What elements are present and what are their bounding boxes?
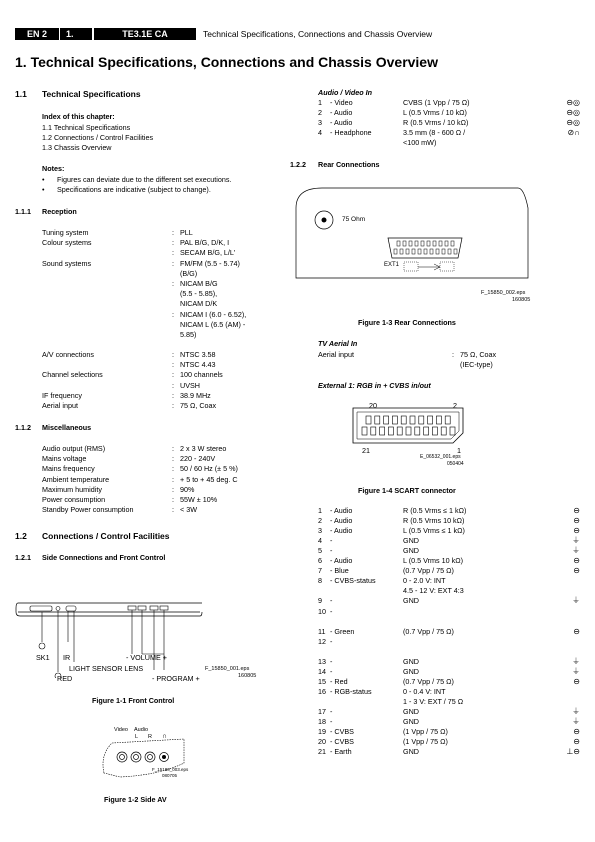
rear-scart-pin <box>400 249 403 254</box>
spec-colon: : <box>172 360 174 370</box>
label-75-ohm: 75 Ohm <box>342 216 366 223</box>
aerial-label: Aerial input <box>318 350 354 359</box>
pin-label-20: 20 <box>369 401 377 410</box>
pin-symbol-icon: ⏚ <box>572 717 580 727</box>
pin-value: GND <box>403 717 419 727</box>
pin-symbol-icon: ⏚ <box>572 656 580 666</box>
spec-label: IF frequency <box>42 390 82 400</box>
spec-label: Mains frequency <box>42 464 95 474</box>
header-tag-en: EN 2 <box>15 28 59 40</box>
scart-pin <box>436 416 441 424</box>
pin-value: L (0.5 Vrms / 10 kΩ) <box>403 108 467 117</box>
figure-file: E_06532_001.eps <box>420 454 461 460</box>
chapter-title: 1. Technical Specifications, Connections and Chassis Overview <box>15 54 438 70</box>
pin-name: - Audio <box>330 556 353 566</box>
pin-number: 13 <box>318 656 326 666</box>
pin-symbol-icon: ⊖ <box>573 566 580 576</box>
pin-value: (0.7 Vpp / 75 Ω) <box>403 676 454 686</box>
spec-value: < 3W <box>180 505 197 515</box>
section-title: Reception <box>42 207 77 216</box>
spec-label: A/V connections <box>42 350 94 359</box>
rear-scart-pin <box>454 249 457 254</box>
pin-symbol-icon: ⊖ <box>573 626 580 636</box>
spec-colon: : <box>172 380 174 390</box>
spec-colon: : <box>172 484 174 494</box>
rear-scart-pin <box>445 241 448 246</box>
pin-name: - CVBS <box>330 737 354 747</box>
label-audio: Audio <box>134 727 149 733</box>
spec-value: 220 - 240V <box>180 454 216 464</box>
section-title: Rear Connections <box>318 160 380 169</box>
misc-table <box>42 444 302 514</box>
pin-symbol-icon: ⊖ <box>573 526 580 536</box>
pin-symbol-icon: ⊖ <box>573 556 580 566</box>
rear-scart-pin <box>412 249 415 254</box>
pin-value: 0 - 2.0 V: INT <box>403 576 446 586</box>
spec-value: NICAM I (6.0 - 6.52), <box>180 309 247 319</box>
pin-name: - <box>330 596 333 606</box>
pin-number: 15 <box>318 676 326 686</box>
pin-value: GND <box>403 546 419 556</box>
scart-pin <box>450 427 455 435</box>
pin-name: - Audio <box>330 526 353 536</box>
spec-value: 50 / 60 Hz (± 5 %) <box>180 464 238 474</box>
pin-value: 0 - 0.4 V: INT <box>403 686 446 696</box>
spec-value: (5.5 - 5.85), <box>180 289 218 299</box>
scart-pin <box>388 427 393 435</box>
note-item: Figures can deviate due to the different set executions. <box>57 175 232 184</box>
pin-number: 11 <box>318 626 326 636</box>
pin-name: - <box>330 707 333 716</box>
spec-colon: : <box>172 248 174 258</box>
spec-value: + 5 to + 45 deg. C <box>180 474 238 484</box>
figure-file: F_15850_001.eps <box>205 666 250 672</box>
rear-scart-pin <box>406 249 409 254</box>
note-bullet: • <box>42 185 45 194</box>
notes-title: Notes: <box>42 164 65 173</box>
scart-pin <box>366 416 371 424</box>
spec-value: 90% <box>180 484 195 494</box>
scart-pin <box>384 416 389 424</box>
pin-number: 16 <box>318 686 326 696</box>
aerial-colon: : <box>452 350 454 359</box>
pin-number: 9 <box>318 596 322 606</box>
pin-value: CVBS (1 Vpp / 75 Ω) <box>403 98 470 107</box>
spec-label: Ambient temperature <box>42 474 110 484</box>
reception-table-2 <box>42 350 302 410</box>
rear-scart-pin <box>397 241 400 246</box>
figure-caption: Figure 1-4 SCART connector <box>358 486 456 495</box>
scart-pin <box>362 427 367 435</box>
section-title: Connections / Control Facilities <box>42 531 170 541</box>
section-number: 1.1 <box>15 89 27 99</box>
figure-caption: Figure 1-1 Front Control <box>92 696 175 705</box>
pin-number: 14 <box>318 666 326 676</box>
rear-scart-pin <box>403 241 406 246</box>
scart-pin <box>375 416 380 424</box>
pin-number: 12 <box>318 636 326 646</box>
scart-pin <box>406 427 411 435</box>
label-sk1: SK1 <box>36 653 50 662</box>
spec-label: Tuning system <box>42 228 89 237</box>
label-r: R <box>148 734 152 740</box>
scart-pin <box>445 416 450 424</box>
pin-name: - Audio <box>330 506 353 515</box>
section-title: Miscellaneous <box>42 423 92 432</box>
pin-value: GND <box>403 536 419 546</box>
pin-value: 1 - 3 V: EXT / 75 Ω <box>403 696 464 706</box>
pin-symbol-icon: ⊖◎ <box>566 108 580 117</box>
scart-pin <box>415 427 420 435</box>
pin-value: (1 Vpp / 75 Ω) <box>403 737 448 747</box>
pin-name: - Audio <box>330 118 353 127</box>
figure-caption: Figure 1-3 Rear Connections <box>358 318 456 327</box>
scart-pin <box>380 427 385 435</box>
label-program: - PROGRAM + <box>152 674 200 683</box>
pin-value: GND <box>403 707 419 716</box>
spec-value: 5.85) <box>180 330 197 339</box>
pin-value: GND <box>403 596 419 606</box>
spec-value: NTSC 4.43 <box>180 360 216 370</box>
pin-symbol-icon: ⏚ <box>572 536 580 546</box>
subsection-title: TV Aerial In <box>318 339 358 348</box>
spec-colon: : <box>172 444 174 453</box>
figure-date: 160805 <box>238 673 257 679</box>
spec-label: Standby Power consumption <box>42 505 134 515</box>
pin-value: 4.5 - 12 V: EXT 4:3 <box>403 586 464 596</box>
rear-scart-pin <box>415 241 418 246</box>
spec-value: NICAM L (6.5 (AM) - <box>180 319 246 329</box>
pin-number: 1 <box>318 506 322 515</box>
pin-number: 2 <box>318 516 322 526</box>
pin-value: R (0.5 Vrms / 10 kΩ) <box>403 118 469 127</box>
pin-symbol-icon: ⊖◎ <box>566 98 580 107</box>
pin-symbol-icon: ⊖ <box>573 676 580 686</box>
section-number: 1.2.1 <box>15 553 31 562</box>
pin-symbol-icon: ⊥⊖ <box>566 747 580 757</box>
reception-table <box>42 228 302 348</box>
spec-colon: : <box>172 505 174 515</box>
spec-value: PLL <box>180 228 193 237</box>
rear-scart-pin <box>418 249 421 254</box>
pin-name: - <box>330 717 333 727</box>
spec-value: (B/G) <box>180 268 198 278</box>
pin-number: 3 <box>318 526 322 536</box>
pin-name: - Audio <box>330 108 353 117</box>
pin-name: - Red <box>330 676 348 686</box>
pin-number: 6 <box>318 556 322 566</box>
label-ext1: EXT1 <box>384 262 400 268</box>
index-item: 1.3 Chassis Overview <box>42 143 112 152</box>
figure-file: F_15850_002.eps <box>481 290 526 296</box>
scart-pin <box>424 427 429 435</box>
spec-label: Aerial input <box>42 401 78 410</box>
pin-symbol-icon: ⏚ <box>572 707 580 716</box>
section-number: 1.2 <box>15 531 27 541</box>
pin-value: R (0.5 Vrms 10 kΩ) <box>403 516 465 526</box>
spec-colon: : <box>172 401 174 410</box>
rear-scart-pin <box>433 241 436 246</box>
spec-value: PAL B/G, D/K, I <box>180 238 230 248</box>
pin-number: 5 <box>318 546 322 556</box>
rear-scart-pin <box>424 249 427 254</box>
spec-label: Audio output (RMS) <box>42 444 106 453</box>
pin-value: (1 Vpp / 75 Ω) <box>403 727 448 737</box>
pin-value: <100 mW) <box>403 138 437 147</box>
subsection-title: External 1: RGB in + CVBS in/out <box>318 381 431 390</box>
label-red: RED <box>57 674 73 683</box>
spec-colon: : <box>172 495 174 504</box>
figure-caption: Figure 1-2 Side AV <box>104 795 167 804</box>
rear-scart-pin <box>442 249 445 254</box>
rear-scart-pin <box>427 241 430 246</box>
scart-pin <box>419 416 424 424</box>
header-title: Technical Specifications, Connections and Chassis Overview <box>203 29 433 39</box>
label-volume: - VOLUME + <box>126 653 167 662</box>
spec-colon: : <box>172 228 174 237</box>
scart-pin <box>397 427 402 435</box>
pin-value: (0.7 Vpp / 75 Ω) <box>403 626 454 636</box>
rear-scart-pin <box>394 249 397 254</box>
spec-value: NICAM D/K <box>180 299 218 309</box>
spec-colon: : <box>172 258 174 268</box>
pin-name: - Headphone <box>330 128 372 137</box>
pin-symbol-icon: ⊖ <box>573 506 580 515</box>
pin-number: 19 <box>318 727 326 737</box>
spec-value: UVSH <box>180 380 200 390</box>
pin-name: - Earth <box>330 747 352 757</box>
pin-number: 17 <box>318 707 326 716</box>
note-bullet: • <box>42 175 45 184</box>
scart-pin <box>428 416 433 424</box>
section-number: 1.1.2 <box>15 423 31 432</box>
spec-colon: : <box>172 350 174 359</box>
header-tag-chassis: TE3.1E CA <box>94 28 196 40</box>
scart-pin <box>401 416 406 424</box>
rear-connections-drawing <box>292 178 537 288</box>
scart-pins-table <box>318 506 580 758</box>
spec-colon: : <box>172 464 174 474</box>
pin-symbol-icon: ⏚ <box>572 546 580 556</box>
pin-number: 21 <box>318 747 326 757</box>
figure-date: 160805 <box>512 297 531 303</box>
pin-name: - <box>330 656 333 666</box>
scart-pin <box>392 416 397 424</box>
section-title: Technical Specifications <box>42 89 141 99</box>
pin-value: GND <box>403 656 419 666</box>
pin-name: - CVBS-status <box>330 576 376 586</box>
spec-label: Mains voltage <box>42 454 87 464</box>
pin-symbol-icon: ⊘∩ <box>567 128 580 137</box>
figure-date: 080705 <box>162 773 178 778</box>
pin-value: (0.7 Vpp / 75 Ω) <box>403 566 454 576</box>
pin-number: 4 <box>318 128 322 137</box>
index-title: Index of this chapter: <box>42 112 115 121</box>
spec-colon: : <box>172 279 174 288</box>
rear-scart-pin <box>439 241 442 246</box>
pin-name: - <box>330 536 333 546</box>
figure-date: 050404 <box>447 461 464 467</box>
spec-value: FM/FM (5.5 - 5.74) <box>180 258 240 268</box>
spec-colon: : <box>172 370 174 380</box>
pin-value: 3.5 mm (8 - 600 Ω / <box>403 128 466 137</box>
av-in-table <box>318 98 580 148</box>
rear-scart-pin <box>421 241 424 246</box>
spec-colon: : <box>172 238 174 248</box>
spec-colon: : <box>172 454 174 464</box>
pin-symbol-icon: ⊖ <box>573 516 580 526</box>
spec-colon: : <box>172 309 174 319</box>
aerial-value-2: (IEC-type) <box>460 360 493 369</box>
pin-symbol-icon: ⊖ <box>573 737 580 747</box>
pin-label-2: 2 <box>453 401 457 410</box>
figure-file: F_15180_003.eps <box>152 767 189 772</box>
spec-colon: : <box>172 390 174 400</box>
aerial-value: 75 Ω, Coax <box>460 350 497 359</box>
pin-symbol-icon: ⏚ <box>572 666 580 676</box>
pin-number: 4 <box>318 536 322 546</box>
pin-value: L (0.5 Vrms 10 kΩ) <box>403 556 463 566</box>
pin-symbol-icon: ⏚ <box>572 596 580 606</box>
pin-name: - Audio <box>330 516 353 526</box>
pin-value: R (0.5 Vrms ≤ 1 kΩ) <box>403 506 467 515</box>
pin-number: 2 <box>318 108 322 117</box>
section-title: Side Connections and Front Control <box>42 553 166 562</box>
scart-pin <box>371 427 376 435</box>
pin-name: - CVBS <box>330 727 354 737</box>
rear-scart-pin <box>451 241 454 246</box>
pin-symbol-icon: ⊖◎ <box>566 118 580 127</box>
section-number: 1.1.1 <box>15 207 31 216</box>
spec-label: Channel selections <box>42 370 103 380</box>
pin-number: 10 <box>318 606 326 616</box>
pin-name: - <box>330 606 333 616</box>
index-item: 1.2 Connections / Control Facilities <box>42 133 154 142</box>
rear-scart-pin <box>448 249 451 254</box>
label-ir: IR <box>63 653 71 662</box>
pin-label-21: 21 <box>362 446 370 455</box>
scart-pin <box>441 427 446 435</box>
headphone-icon: ∩ <box>162 733 168 740</box>
spec-value: NICAM B/G <box>180 279 218 288</box>
spec-value: 100 channels <box>180 370 223 380</box>
spec-value: 75 Ω, Coax <box>180 401 217 410</box>
pin-number: 1 <box>318 98 322 107</box>
header-tag-chapter: 1. <box>60 28 92 40</box>
spec-colon: : <box>172 474 174 484</box>
rear-scart-pin <box>430 249 433 254</box>
pin-number: 7 <box>318 566 322 576</box>
spec-label: Maximum humidity <box>42 484 102 494</box>
index-item: 1.1 Technical Specifications <box>42 123 131 132</box>
spec-label: Power consumption <box>42 495 106 504</box>
spec-value: 38.9 MHz <box>180 390 211 400</box>
scart-pin <box>432 427 437 435</box>
pin-number: 18 <box>318 717 326 727</box>
label-video: Video <box>114 727 128 733</box>
spec-label: Colour systems <box>42 238 92 248</box>
spec-label: Sound systems <box>42 258 92 268</box>
spec-value: 2 x 3 W stereo <box>180 444 227 453</box>
pin-symbol-icon: ⊖ <box>573 727 580 737</box>
scart-connector-drawing <box>350 405 475 445</box>
pin-value: GND <box>403 666 419 676</box>
pin-name: - Blue <box>330 566 349 576</box>
pin-number: 8 <box>318 576 322 586</box>
spec-value: NTSC 3.58 <box>180 350 216 359</box>
pin-value: GND <box>403 747 419 757</box>
pin-name: - <box>330 666 333 676</box>
rear-scart-pin <box>436 249 439 254</box>
subsection-title: Audio / Video In <box>318 88 373 97</box>
pin-number: 20 <box>318 737 326 747</box>
pin-name: - <box>330 546 333 556</box>
pin-value: L (0.5 Vrms ≤ 1 kΩ) <box>403 526 465 536</box>
scart-pin <box>410 416 415 424</box>
pin-name: - Video <box>330 98 353 107</box>
label-light-sensor: LIGHT SENSOR LENS <box>69 664 144 673</box>
pin-name: - Green <box>330 626 355 636</box>
pin-number: 3 <box>318 118 322 127</box>
pin-name: - <box>330 636 333 646</box>
section-number: 1.2.2 <box>290 160 306 169</box>
pin-label-1: 1 <box>457 446 461 455</box>
pin-name: - RGB-status <box>330 686 372 696</box>
label-l: L <box>135 734 139 740</box>
rear-scart-pin <box>409 241 412 246</box>
spec-value: SECAM B/G, L/L' <box>180 248 236 258</box>
note-item: Specifications are indicative (subject to change). <box>57 185 211 194</box>
spec-value: 55W ± 10% <box>180 495 218 504</box>
